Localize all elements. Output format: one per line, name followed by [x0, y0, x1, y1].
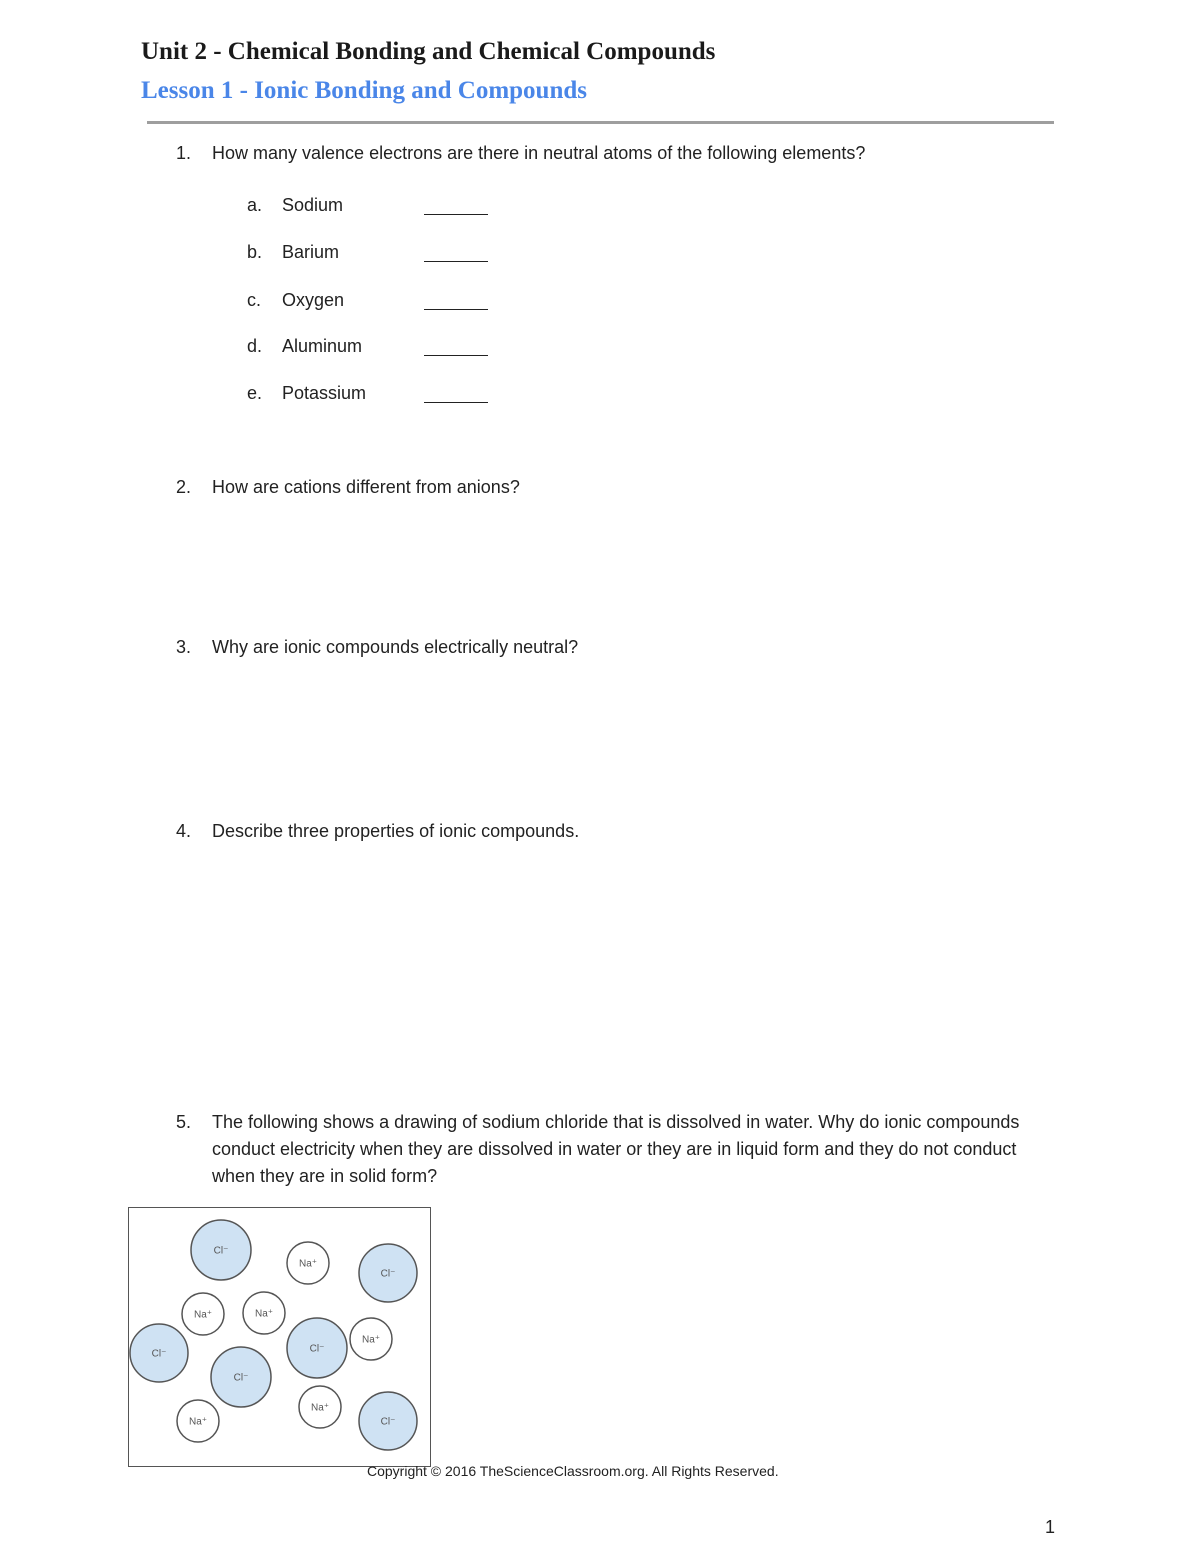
sodium-chloride-diagram	[128, 1207, 431, 1467]
question-number: 2.	[176, 477, 192, 497]
svg-text:Na⁺: Na⁺	[361, 1334, 381, 1346]
copyright-notice: Copyright © 2016 TheScienceClassroom.org. All Rights Reserved.	[367, 1463, 779, 1479]
answer-blank[interactable]	[424, 214, 488, 215]
sodium-ion	[177, 1400, 219, 1442]
svg-text:Na⁺: Na⁺	[254, 1308, 274, 1320]
header-divider	[147, 121, 1054, 124]
question-text: How many valence electrons are there in neutral atoms of the following elements?	[212, 143, 866, 163]
svg-text:Cl⁻: Cl⁻	[380, 1268, 396, 1280]
chloride-ion	[211, 1347, 271, 1407]
sub-item-letter: a.	[247, 195, 263, 215]
svg-text:Na⁺: Na⁺	[193, 1309, 213, 1321]
answer-blank[interactable]	[424, 309, 488, 310]
question-number: 5.	[176, 1112, 192, 1132]
svg-text:Cl⁻: Cl⁻	[233, 1372, 249, 1384]
chloride-ion	[359, 1244, 417, 1302]
unit-title: Unit 2 - Chemical Bonding and Chemical Compounds	[141, 38, 716, 65]
sub-item-letter: d.	[247, 336, 263, 356]
chloride-ion	[359, 1392, 417, 1450]
svg-text:Na⁺: Na⁺	[188, 1416, 208, 1428]
sub-item-name: Sodium	[282, 195, 344, 215]
question-number: 3.	[176, 637, 192, 657]
ion-diagram-svg	[129, 1208, 432, 1468]
svg-text:Cl⁻: Cl⁻	[151, 1348, 167, 1360]
answer-blank[interactable]	[424, 355, 488, 356]
svg-text:Na⁺: Na⁺	[298, 1258, 318, 1270]
svg-text:Cl⁻: Cl⁻	[213, 1245, 229, 1257]
question-text: The following shows a drawing of sodium chloride that is dissolved in water. Why do ionic compounds conduct electricity when they are dissolved in water or they are in liquid form and they do not conduct when they are in solid form?	[212, 1112, 1020, 1186]
svg-text:Na⁺: Na⁺	[310, 1402, 330, 1414]
sodium-ion	[182, 1293, 224, 1335]
sub-item-letter: e.	[247, 383, 263, 403]
sub-item-name: Potassium	[282, 383, 367, 403]
question-text: How are cations different from anions?	[212, 477, 520, 497]
sodium-ion	[287, 1242, 329, 1284]
sub-item-name: Aluminum	[282, 336, 363, 356]
sodium-ion	[243, 1292, 285, 1334]
answer-blank[interactable]	[424, 261, 488, 262]
chloride-ion	[191, 1220, 251, 1280]
lesson-title: Lesson 1 - Ionic Bonding and Compounds	[141, 77, 587, 104]
chloride-ion	[287, 1318, 347, 1378]
sub-item-letter: b.	[247, 242, 263, 262]
sub-item-letter: c.	[247, 290, 262, 310]
svg-text:Cl⁻: Cl⁻	[380, 1416, 396, 1428]
sodium-ion	[299, 1386, 341, 1428]
svg-text:Cl⁻: Cl⁻	[309, 1343, 325, 1355]
sodium-ion	[350, 1318, 392, 1360]
question-text: Describe three properties of ionic compounds.	[212, 821, 580, 841]
page-number: 1	[1045, 1517, 1056, 1537]
question-number: 1.	[176, 143, 192, 163]
chloride-ion	[130, 1324, 188, 1382]
sub-item-name: Oxygen	[282, 290, 345, 310]
sub-item-name: Barium	[282, 242, 340, 262]
answer-blank[interactable]	[424, 402, 488, 403]
question-text: Why are ionic compounds electrically neutral?	[212, 637, 579, 657]
question-number: 4.	[176, 821, 192, 841]
